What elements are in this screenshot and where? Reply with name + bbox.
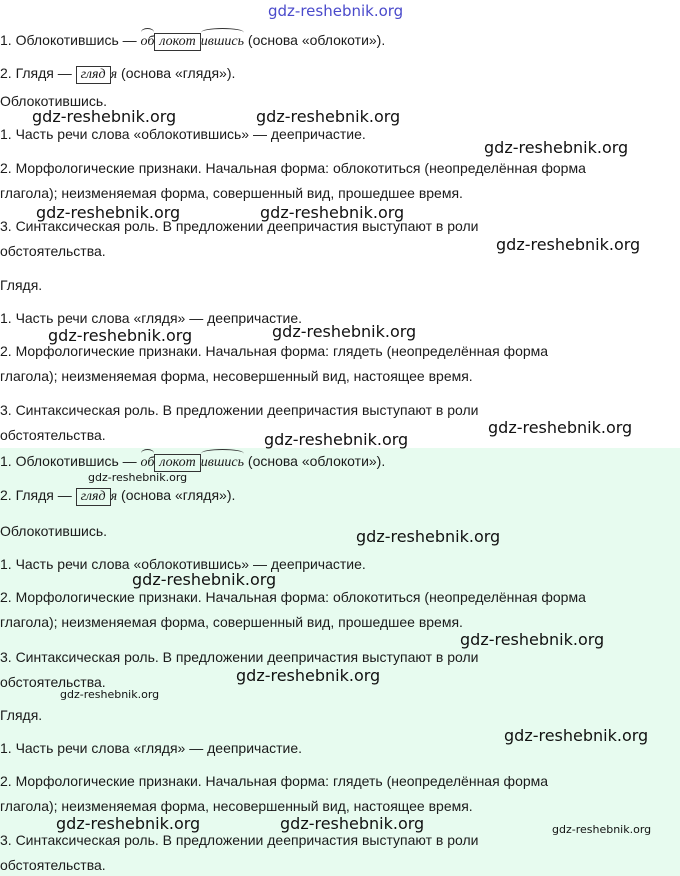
watermark: gdz-reshebnik.org xyxy=(32,107,177,126)
paragraph: 3. Синтаксическая роль. В предложении деепричастия выступают в роли xyxy=(0,402,479,418)
watermark: gdz-reshebnik.org xyxy=(272,322,417,341)
suffix-mark: я xyxy=(110,489,118,504)
word-title: Облокотившись. xyxy=(0,93,108,109)
paragraph: глагола); неизменяемая форма, несовершенный вид, настоящее время. xyxy=(0,798,473,814)
watermark: gdz-reshebnik.org xyxy=(132,570,277,589)
morpheme-line-1: 1. Облокотившись — об локот ившись (основа «облокоти»). xyxy=(0,30,385,52)
paragraph: 3. Синтаксическая роль. В предложении деепричастия выступают в роли xyxy=(0,832,479,848)
watermark: gdz-reshebnik.org xyxy=(484,138,629,157)
watermark: gdz-reshebnik.org xyxy=(36,203,181,222)
watermark: gdz-reshebnik.org xyxy=(256,107,401,126)
paragraph: обстоятельства. xyxy=(0,243,106,259)
watermark: gdz-reshebnik.org xyxy=(280,814,425,833)
watermark: gdz-reshebnik.org xyxy=(488,418,633,437)
paragraph: глагола); неизменяемая форма, совершенный вид, прошедшее время. xyxy=(0,614,463,630)
watermark: gdz-reshebnik.org xyxy=(56,814,201,833)
root-mark: локот xyxy=(154,454,200,472)
suffix-mark: ившись xyxy=(201,32,244,52)
watermark: gdz-reshebnik.org xyxy=(264,430,409,449)
suffix-mark: ившись xyxy=(201,453,244,473)
watermark: gdz-reshebnik.org xyxy=(460,630,605,649)
root-mark: локот xyxy=(154,33,200,51)
watermark: gdz-reshebnik.org xyxy=(236,666,381,685)
word-title: Глядя. xyxy=(0,707,43,723)
paragraph: 1. Часть речи слова «облокотившись» — деепричастие. xyxy=(0,126,366,142)
paragraph: 3. Синтаксическая роль. В предложении деепричастия выступают в роли xyxy=(0,649,479,665)
root-mark: гляд xyxy=(76,66,111,84)
paragraph: 3. Синтаксическая роль. В предложении деепричастия выступают в роли xyxy=(0,218,479,234)
morpheme-line-2: 2. Глядя — гляд я (основа «глядя»). xyxy=(0,65,236,82)
watermark: gdz-reshebnik.org xyxy=(268,2,404,20)
paragraph: глагола); неизменяемая форма, совершенный вид, прошедшее время. xyxy=(0,185,463,201)
paragraph: 2. Морфологические признаки. Начальная форма: облокотиться (неопределённая форма xyxy=(0,589,586,605)
watermark: gdz-reshebnik.org xyxy=(260,203,405,222)
word-title: Облокотившись. xyxy=(0,523,108,539)
morpheme-line-1: 1. Облокотившись — об локот ившись (основа «облокоти»). xyxy=(0,451,385,473)
word-title: Глядя. xyxy=(0,277,43,293)
paragraph: 1. Часть речи слова «глядя» — деепричастие. xyxy=(0,740,303,756)
paragraph: обстоятельства. xyxy=(0,857,106,873)
prefix-mark: об xyxy=(141,453,155,473)
watermark: gdz-reshebnik.org xyxy=(48,326,193,345)
watermark: gdz-reshebnik.org xyxy=(504,726,649,745)
prefix-mark: об xyxy=(141,32,155,52)
watermark: gdz-reshebnik.org xyxy=(356,527,501,546)
root-mark: гляд xyxy=(76,488,111,506)
paragraph: 2. Морфологические признаки. Начальная форма: глядеть (неопределённая форма xyxy=(0,343,549,359)
paragraph: 2. Морфологические признаки. Начальная форма: облокотиться (неопределённая форма xyxy=(0,160,586,176)
suffix-mark: я xyxy=(110,67,118,82)
watermark: gdz-reshebnik.org xyxy=(60,688,160,701)
morpheme-line-2: 2. Глядя — гляд я (основа «глядя»). xyxy=(0,487,236,504)
watermark: gdz-reshebnik.org xyxy=(88,471,188,484)
watermark: gdz-reshebnik.org xyxy=(552,823,652,836)
paragraph: обстоятельства. xyxy=(0,674,106,690)
paragraph: обстоятельства. xyxy=(0,427,106,443)
watermark: gdz-reshebnik.org xyxy=(496,235,641,254)
paragraph: 1. Часть речи слова «глядя» — деепричастие. xyxy=(0,310,303,326)
paragraph: 2. Морфологические признаки. Начальная форма: глядеть (неопределённая форма xyxy=(0,773,549,789)
paragraph: 1. Часть речи слова «облокотившись» — деепричастие. xyxy=(0,556,366,572)
paragraph: глагола); неизменяемая форма, несовершенный вид, настоящее время. xyxy=(0,368,473,384)
